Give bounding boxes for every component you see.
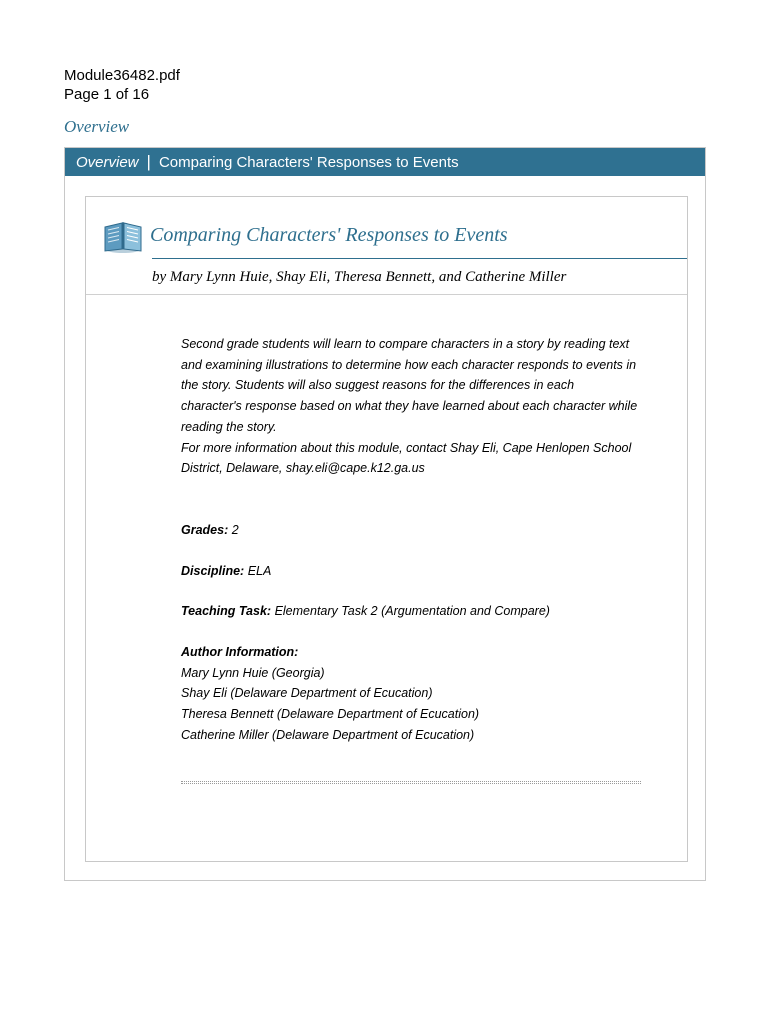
grades-label: Grades: — [181, 522, 229, 537]
byline-divider — [86, 294, 687, 295]
grades-value: 2 — [231, 522, 239, 537]
file-name: Module36482.pdf — [64, 67, 180, 84]
page-indicator: Page 1 of 16 — [64, 86, 150, 103]
file-header — [64, 66, 180, 104]
teaching-task-value: Elementary Task 2 (Argumentation and Compare) — [274, 604, 550, 619]
description-line: District, Delaware, shay.eli@cape.k12.ga.us — [181, 461, 425, 476]
teaching-task-label: Teaching Task: — [181, 604, 272, 619]
description-line: and examining illustrations to determine how each character responds to events in — [181, 357, 637, 372]
breadcrumb-bar — [65, 148, 705, 176]
breadcrumb-separator: | — [146, 152, 151, 171]
teaching-task-row — [181, 601, 651, 622]
author-info-label: Author Information: — [181, 645, 299, 660]
description-line: character's response based on what they have learned about each character while — [181, 399, 638, 414]
discipline-value: ELA — [247, 563, 272, 578]
module-title-row — [102, 215, 508, 255]
breadcrumb-title: Comparing Characters' Responses to Events — [158, 153, 459, 171]
description-line: reading the story. — [181, 419, 277, 434]
module-panel — [64, 147, 706, 881]
module-content — [181, 334, 651, 746]
module-card — [85, 196, 688, 862]
description-line: For more information about this module, contact Shay Eli, Cape Henlopen School — [181, 440, 632, 455]
description-line: Second grade students will learn to compare characters in a story by reading text — [181, 337, 630, 351]
discipline-row — [181, 561, 651, 582]
author-item: Shay Eli (Delaware Department of Ecucation) — [181, 686, 433, 701]
section-title: Overview — [64, 117, 130, 136]
author-item: Mary Lynn Huie (Georgia) — [181, 665, 325, 680]
content-divider — [181, 781, 641, 784]
module-byline: by Mary Lynn Huie, Shay Eli, Theresa Bennett, and Catherine Miller — [152, 269, 567, 285]
author-item: Theresa Bennett (Delaware Department of Ecucation) — [181, 707, 480, 722]
module-title: Comparing Characters' Responses to Events — [150, 223, 508, 246]
breadcrumb-current[interactable]: Overview — [76, 153, 139, 171]
description-line: the story. Students will also suggest reasons for the differences in each — [181, 378, 575, 393]
discipline-label: Discipline: — [181, 563, 245, 578]
grades-row — [181, 520, 651, 541]
open-book-icon — [102, 215, 144, 255]
title-divider — [152, 258, 687, 259]
author-item: Catherine Miller (Delaware Department of Ecucation) — [181, 727, 475, 742]
